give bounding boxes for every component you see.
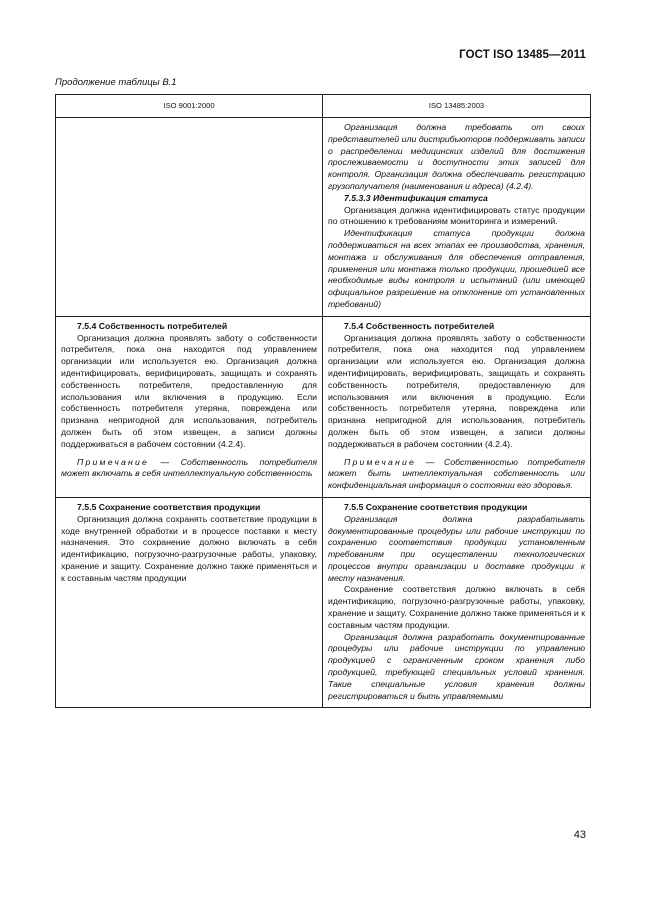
column-header-iso13485: ISO 13485:2003: [323, 95, 591, 118]
section-heading: 7.5.4 Собственность потребителей: [344, 320, 495, 331]
cell-iso9001: [56, 316, 323, 497]
italic-paragraph: Организация должна разрабатывать документированные процедуры или рабочие инструкции по сохранению соответствия продукции установленным требованиям при осуществлении технологических процессов внутри организации и доставке продукции к месту назначения.: [328, 513, 585, 583]
note: [328, 457, 585, 492]
table-header-row: [56, 95, 591, 118]
cell-iso9001: [56, 118, 323, 317]
table-row: [56, 316, 591, 497]
section-heading: 7.5.4 Собственность потребителей: [77, 320, 228, 331]
cell-iso9001: [56, 497, 323, 708]
cell-iso13485: [323, 316, 591, 497]
note: [61, 457, 317, 481]
paragraph: Организация должна сохранять соответствие продукции в ходе внутренней обработки и в процессе поставки к месту назначения. Это сохранение должно включать в себя идентификацию, погрузочно-разгрузочные работы, упаковку, хранение и защиту. Сохранение должно также применяться и к составным частям продукции: [61, 513, 317, 583]
cell-iso13485: [323, 118, 591, 317]
cell-iso13485: [323, 497, 591, 708]
note-label: Примечание: [77, 456, 150, 467]
italic-paragraph: Организация должна разработать документированные процедуры или рабочие инструкции по управлению продукцией с ограниченным сроком хранения либо продукцией, требующей специальных условий хранения. Такие специальные условия хранения должны регистрироваться и быть управляемыми: [328, 631, 585, 701]
section-heading: 7.5.5 Сохранение соответствия продукции: [77, 501, 261, 512]
section-heading: 7.5.3.3 Идентификация статуса: [344, 192, 488, 203]
table-caption: Продолжение таблицы В.1: [55, 77, 177, 88]
paragraph: Организация должна проявлять заботу о собственности потребителя, пока она находится под управлением организации или используется ею. Организация должна идентифицировать, верифицировать, защищать и сохранять собственность потребителя, предоставленную для использования или включения в продукцию. Если собственность потребителя утеряна, повреждена или признана непригодной для использования, потребитель должен быть об этом извещен, а записи должны поддерживаться в рабочем состоянии (4.2.4).: [328, 332, 585, 449]
paragraph: Организация должна идентифицировать статус продукции по отношению к требованиям мониторинга и измерений.: [328, 204, 585, 227]
comparison-table: [55, 94, 591, 708]
page-number: 43: [573, 829, 586, 841]
note-text: — Собственностью потребителя может быть интеллектуальная собственность или конфиденциальная информация о состоянии его здоровья.: [328, 456, 585, 491]
table-row: [56, 497, 591, 708]
paragraph: Организация должна проявлять заботу о собственности потребителя, пока она находится под управлением организации или используется ею. Организация должна идентифицировать, верифицировать, защищать и сохранять собственность потребителя, предоставленную для использования или включения в продукцию. Если собственность потребителя утеряна, повреждена или признана непригодной для использования, потребитель должен быть об этом извещен, а записи должны поддерживаться в рабочем состоянии (4.2.4).: [61, 332, 317, 449]
document-code: ГОСТ ISO 13485—2011: [459, 49, 586, 61]
note-label: Примечание: [344, 456, 417, 467]
section-heading: 7.5.5 Сохранение соответствия продукции: [344, 501, 528, 512]
italic-paragraph: Идентификация статуса продукции должна поддерживаться на всех этапах ее производства, хранения, монтажа и обслуживания для обеспечения отправления, применения или монтажа только продукции, прошедшей все необходимые виды контроля и испытаний (или имеющей официальное разрешение на отклонение от установленных требований): [328, 228, 585, 309]
column-header-iso9001: ISO 9001:2000: [56, 95, 323, 118]
italic-paragraph: Организация должна требовать от своих представителей или дистрибьюторов поддерживать записи о распределении медицинских изделий для достижения прослеживаемости и доступности этих записей для контроля. Организация должна обеспечивать регистрацию грузополучателя (наименования и адреса) (4.2.4).: [328, 122, 585, 191]
paragraph: Сохранение соответствия должно включать в себя идентификацию, погрузочно-разгрузочные работы, упаковку, хранение и защиту. Сохранение должно также применяться и к составным частям продукции.: [328, 584, 585, 630]
note-text: — Собственность потребителя может включать в себя интеллектуальную собственность: [61, 456, 317, 479]
table-row: [56, 118, 591, 317]
